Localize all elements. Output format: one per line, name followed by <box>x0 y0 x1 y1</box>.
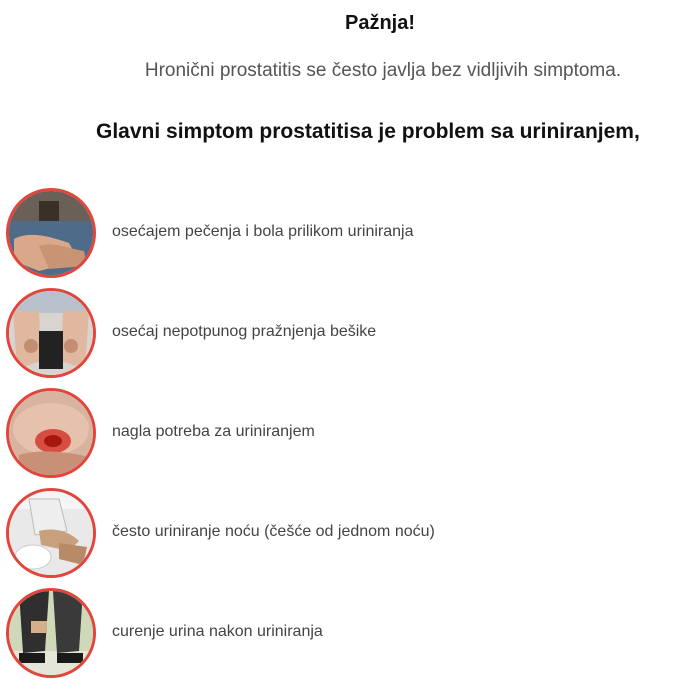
abdominal-pain-photo-icon <box>6 388 96 478</box>
symptom-label: osećajem pečenja i bola prilikom uriniranja <box>112 223 414 240</box>
symptom-item <box>6 288 696 378</box>
toilet-sitting-photo-icon <box>6 288 96 378</box>
attention-title: Pažnja! <box>344 12 416 34</box>
symptom-item <box>6 388 696 478</box>
headline: Glavni simptom prostatitisa je problem sa uriniranjem, <box>96 120 640 143</box>
night-toilet-photo-icon <box>6 488 96 578</box>
subtitle: Hronični prostatitis se često javlja bez vidljivih simptoma. <box>144 60 622 81</box>
leakage-photo-icon <box>6 588 96 678</box>
symptom-label: curenje urina nakon uriniranja <box>112 623 323 640</box>
symptom-item <box>6 488 696 578</box>
symptom-label: osećaj nepotpunog pražnjenja bešike <box>112 323 377 340</box>
symptom-label: nagla potreba za uriniranjem <box>112 423 315 440</box>
symptom-label: često uriniranje noću (češće od jednom noću) <box>112 523 435 540</box>
symptom-item <box>6 188 696 278</box>
pelvic-pain-photo-icon <box>6 188 96 278</box>
symptom-item <box>6 588 696 678</box>
